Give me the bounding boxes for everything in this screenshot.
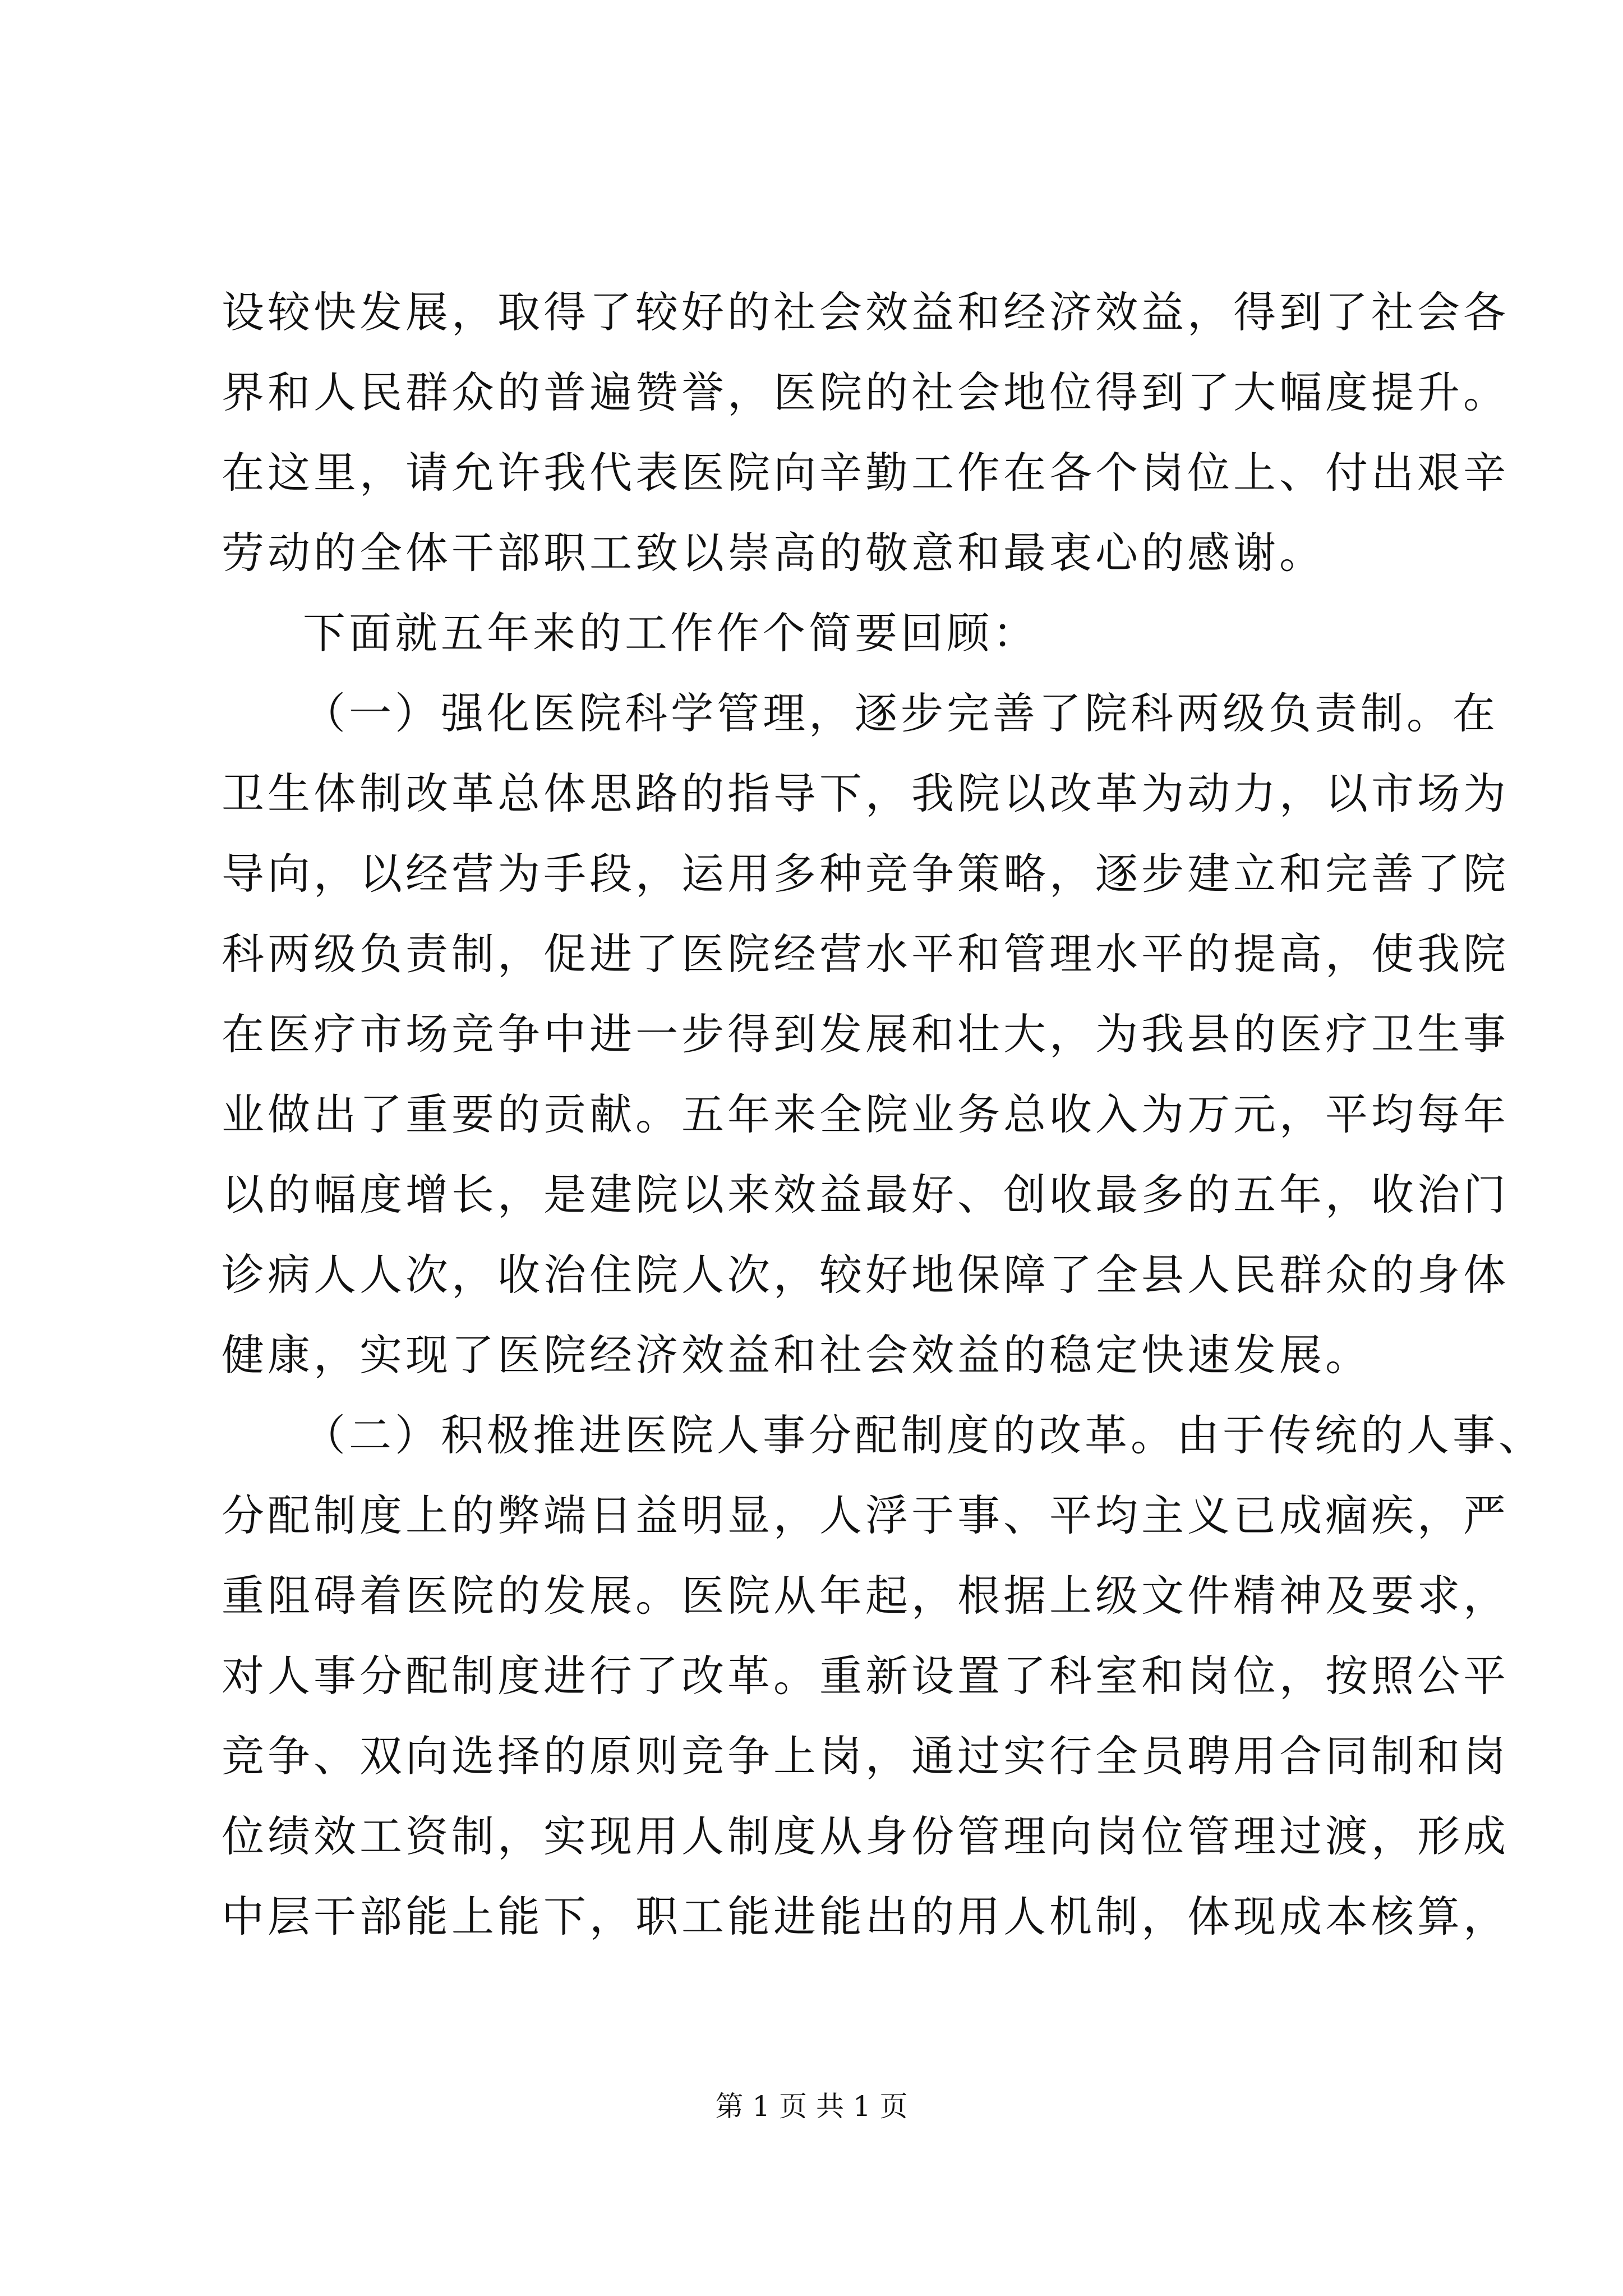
text-line: 设较快发展，取得了较好的社会效益和经济效益，得到了社会各: [222, 287, 1509, 337]
text-line: 诊病人人次，收治住院人次，较好地保障了全县人民群众的身体: [222, 1250, 1509, 1300]
page-footer: 第 1 页 共 1 页: [715, 2090, 908, 2123]
text-line: 业做出了重要的贡献。五年来全院业务总收入为万元，平均每年: [222, 1089, 1509, 1139]
paragraph-intro: 下面就五年来的工作作个简要回顾：: [303, 608, 1039, 658]
text-line: 在这里，请允许我代表医院向辛勤工作在各个岗位上、付出艰辛: [222, 448, 1509, 498]
section-heading-1: （一）强化医院科学管理，逐步完善了院科两级负责制。在: [303, 688, 1498, 738]
text-line: 卫生体制改革总体思路的指导下，我院以改革为动力，以市场为: [222, 769, 1509, 818]
text-line: 健康，实现了医院经济效益和社会效益的稳定快速发展。: [222, 1330, 1371, 1380]
text-line: 劳动的全体干部职工致以崇高的敬意和最衷心的感谢。: [222, 528, 1325, 578]
text-line: 以的幅度增长，是建院以来效益最好、创收最多的五年，收治门: [222, 1170, 1509, 1220]
text-line: 重阻碍着医院的发展。医院从年起，根据上级文件精神及要求，: [222, 1571, 1509, 1621]
text-line: 在医疗市场竞争中进一步得到发展和壮大，为我县的医疗卫生事: [222, 1009, 1509, 1059]
text-line: 分配制度上的弊端日益明显，人浮于事、平均主义已成痼疾，严: [222, 1490, 1509, 1540]
text-line: 中层干部能上能下，职工能进能出的用人机制，体现成本核算，: [222, 1892, 1509, 1941]
text-line: 位绩效工资制，实现用人制度从身份管理向岗位管理过渡，形成: [222, 1811, 1509, 1861]
text-line: 科两级负责制，促进了医院经营水平和管理水平的提高，使我院: [222, 929, 1509, 979]
text-line: 界和人民群众的普遍赞誉，医院的社会地位得到了大幅度提升。: [222, 367, 1509, 417]
text-line: 导向，以经营为手段，运用多种竞争策略，逐步建立和完善了院: [222, 849, 1509, 899]
text-line: 对人事分配制度进行了改革。重新设置了科室和岗位，按照公平: [222, 1651, 1509, 1701]
section-heading-2: （二）积极推进医院人事分配制度的改革。由于传统的人事、: [303, 1410, 1544, 1460]
text-line: 竞争、双向选择的原则竞争上岗，通过实行全员聘用合同制和岗: [222, 1731, 1509, 1781]
